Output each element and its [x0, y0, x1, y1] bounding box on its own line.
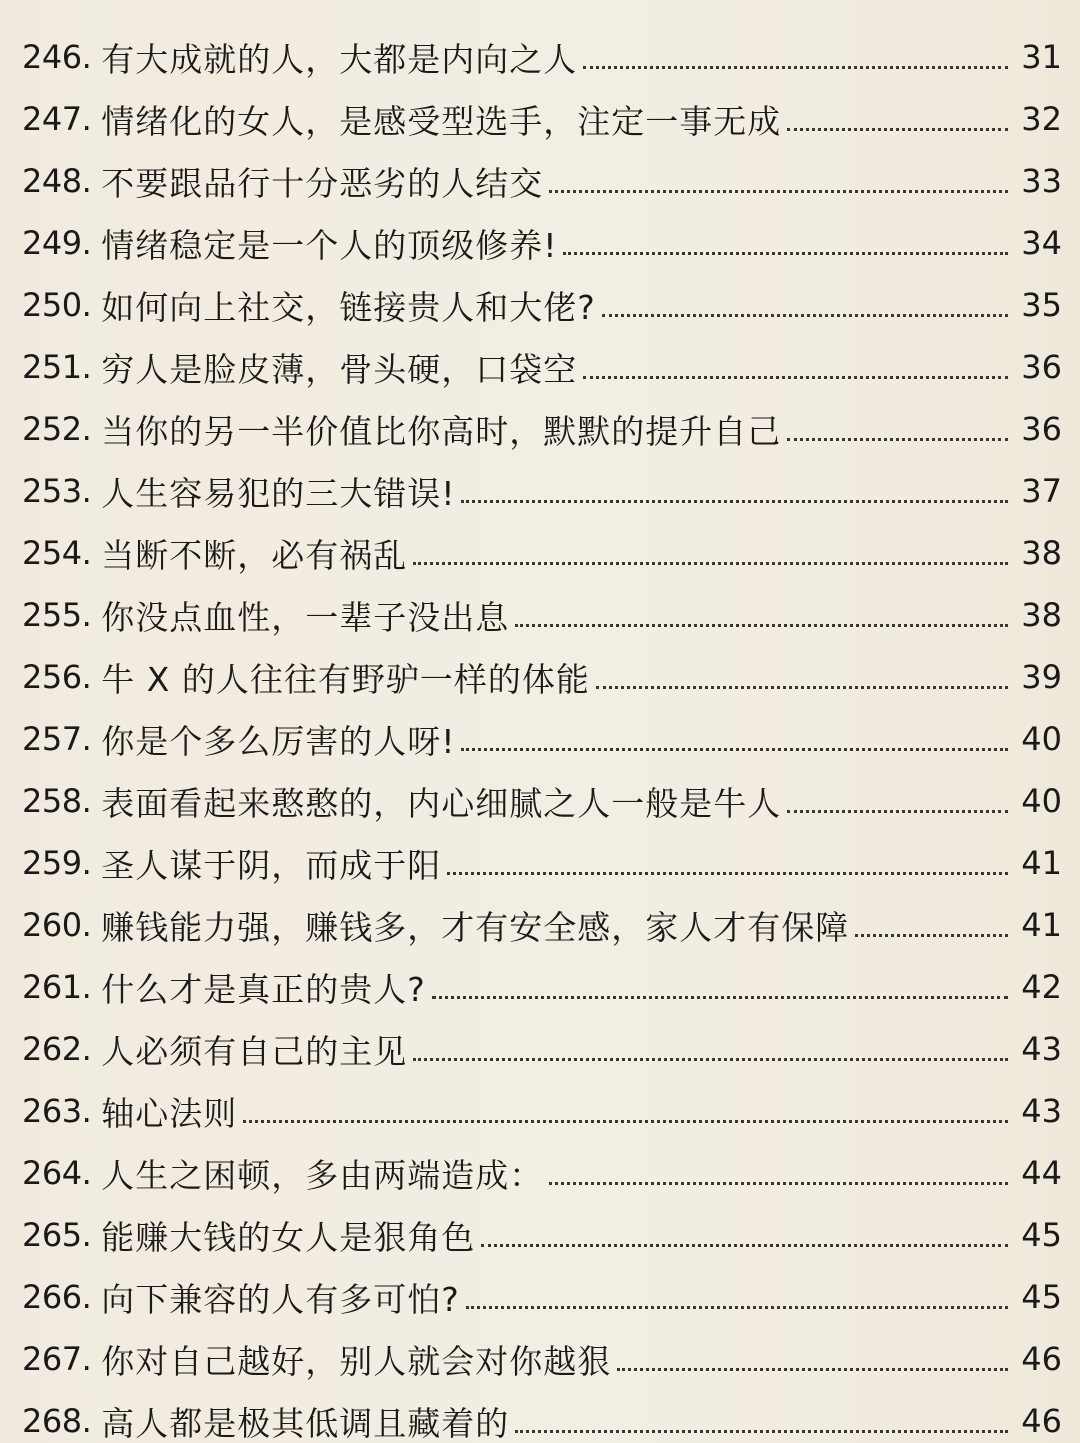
- entry-title: 你没点血性，一辈子没出息: [101, 597, 510, 637]
- toc-entry: [22, 894, 1062, 956]
- entry-title: 有大成就的人，大都是内向之人: [101, 39, 578, 79]
- entry-title: 圣人谋于阴，而成于阳: [101, 845, 442, 885]
- entry-title: 穷人是脸皮薄，骨头硬，口袋空: [101, 349, 578, 389]
- toc-entry: [22, 708, 1062, 770]
- dot-leader: [549, 190, 1008, 193]
- toc-entry: [22, 956, 1062, 1018]
- entry-title: 你对自己越好，别人就会对你越狠: [101, 1341, 612, 1381]
- dot-leader: [515, 1430, 1008, 1433]
- entry-title: 牛 X 的人往往有野驴一样的体能: [101, 659, 590, 699]
- entry-title: 人必须有自己的主见: [101, 1031, 408, 1071]
- entry-page-number: 39: [1021, 658, 1062, 696]
- toc-entry: [22, 26, 1062, 88]
- entry-title: 情绪稳定是一个人的顶级修养!: [101, 225, 558, 265]
- entry-page-number: 40: [1021, 782, 1062, 820]
- toc-entry: [22, 1204, 1062, 1266]
- entry-number: 268.: [22, 1402, 92, 1440]
- entry-page-number: 42: [1021, 968, 1062, 1006]
- entry-number: 259.: [22, 844, 92, 882]
- entry-number: 267.: [22, 1340, 92, 1378]
- entry-page-number: 38: [1021, 534, 1062, 572]
- entry-number: 260.: [22, 906, 92, 944]
- toc-entry: [22, 274, 1062, 336]
- entry-number: 251.: [22, 348, 92, 386]
- dot-leader: [432, 996, 1008, 999]
- entry-title: 能赚大钱的女人是狠角色: [101, 1217, 476, 1257]
- entry-page-number: 33: [1021, 162, 1062, 200]
- toc-entry: [22, 212, 1062, 274]
- entry-number: 250.: [22, 286, 92, 324]
- entry-page-number: 41: [1021, 844, 1062, 882]
- toc-entry: [22, 88, 1062, 150]
- entry-title: 什么才是真正的贵人?: [101, 969, 426, 1009]
- entry-page-number: 38: [1021, 596, 1062, 634]
- dot-leader: [413, 1058, 1008, 1061]
- toc-entry: [22, 1390, 1062, 1443]
- entry-number: 253.: [22, 472, 92, 510]
- toc-entry: [22, 770, 1062, 832]
- entry-page-number: 43: [1021, 1030, 1062, 1068]
- toc-list: [22, 26, 1062, 1443]
- dot-leader: [413, 562, 1008, 565]
- entry-number: 257.: [22, 720, 92, 758]
- entry-number: 254.: [22, 534, 92, 572]
- dot-leader: [461, 748, 1008, 751]
- entry-number: 261.: [22, 968, 92, 1006]
- toc-entry: [22, 336, 1062, 398]
- dot-leader: [447, 872, 1008, 875]
- entry-number: 264.: [22, 1154, 92, 1192]
- entry-page-number: 45: [1021, 1216, 1062, 1254]
- entry-number: 266.: [22, 1278, 92, 1316]
- dot-leader: [563, 252, 1008, 255]
- dot-leader: [481, 1244, 1008, 1247]
- entry-number: 252.: [22, 410, 92, 448]
- entry-page-number: 36: [1021, 348, 1062, 386]
- entry-number: 249.: [22, 224, 92, 262]
- dot-leader: [787, 128, 1008, 131]
- dot-leader: [583, 66, 1008, 69]
- toc-entry: [22, 646, 1062, 708]
- entry-page-number: 34: [1021, 224, 1062, 262]
- toc-entry: [22, 460, 1062, 522]
- dot-leader: [787, 810, 1008, 813]
- entry-number: 246.: [22, 38, 92, 76]
- entry-title: 不要跟品行十分恶劣的人结交: [101, 163, 544, 203]
- entry-title: 向下兼容的人有多可怕?: [101, 1279, 460, 1319]
- entry-page-number: 31: [1021, 38, 1062, 76]
- toc-entry: [22, 1266, 1062, 1328]
- dot-leader: [855, 934, 1008, 937]
- entry-title: 轴心法则: [101, 1093, 238, 1133]
- entry-title: 情绪化的女人，是感受型选手，注定一事无成: [101, 101, 782, 141]
- entry-page-number: 46: [1021, 1340, 1062, 1378]
- entry-title: 你是个多么厉害的人呀!: [101, 721, 456, 761]
- entry-number: 258.: [22, 782, 92, 820]
- entry-page-number: 46: [1021, 1402, 1062, 1440]
- toc-entry: [22, 1328, 1062, 1390]
- dot-leader: [602, 314, 1008, 317]
- entry-page-number: 43: [1021, 1092, 1062, 1130]
- entry-number: 256.: [22, 658, 92, 696]
- entry-title: 当你的另一半价值比你高时，默默的提升自己: [101, 411, 782, 451]
- dot-leader: [549, 1182, 1008, 1185]
- entry-page-number: 35: [1021, 286, 1062, 324]
- toc-entry: [22, 584, 1062, 646]
- entry-title: 人生之困顿，多由两端造成：: [101, 1155, 544, 1195]
- dot-leader: [617, 1368, 1008, 1371]
- entry-title: 如何向上社交，链接贵人和大佬?: [101, 287, 596, 327]
- entry-page-number: 41: [1021, 906, 1062, 944]
- entry-title: 当断不断，必有祸乱: [101, 535, 408, 575]
- entry-number: 248.: [22, 162, 92, 200]
- toc-entry: [22, 832, 1062, 894]
- dot-leader: [466, 1306, 1008, 1309]
- dot-leader: [461, 500, 1008, 503]
- entry-title: 高人都是极其低调且藏着的: [101, 1403, 510, 1443]
- dot-leader: [243, 1120, 1008, 1123]
- entry-page-number: 44: [1021, 1154, 1062, 1192]
- entry-number: 262.: [22, 1030, 92, 1068]
- entry-page-number: 45: [1021, 1278, 1062, 1316]
- entry-page-number: 37: [1021, 472, 1062, 510]
- entry-title: 赚钱能力强，赚钱多，才有安全感，家人才有保障: [101, 907, 850, 947]
- toc-entry: [22, 522, 1062, 584]
- entry-number: 265.: [22, 1216, 92, 1254]
- entry-number: 255.: [22, 596, 92, 634]
- toc-entry: [22, 398, 1062, 460]
- entry-page-number: 32: [1021, 100, 1062, 138]
- entry-title: 表面看起来憨憨的，内心细腻之人一般是牛人: [101, 783, 782, 823]
- toc-entry: [22, 1142, 1062, 1204]
- dot-leader: [515, 624, 1008, 627]
- toc-entry: [22, 1080, 1062, 1142]
- dot-leader: [596, 686, 1008, 689]
- toc-entry: [22, 1018, 1062, 1080]
- dot-leader: [787, 438, 1008, 441]
- entry-number: 247.: [22, 100, 92, 138]
- entry-title: 人生容易犯的三大错误!: [101, 473, 456, 513]
- dot-leader: [583, 376, 1008, 379]
- toc-entry: [22, 150, 1062, 212]
- entry-number: 263.: [22, 1092, 92, 1130]
- entry-page-number: 40: [1021, 720, 1062, 758]
- entry-page-number: 36: [1021, 410, 1062, 448]
